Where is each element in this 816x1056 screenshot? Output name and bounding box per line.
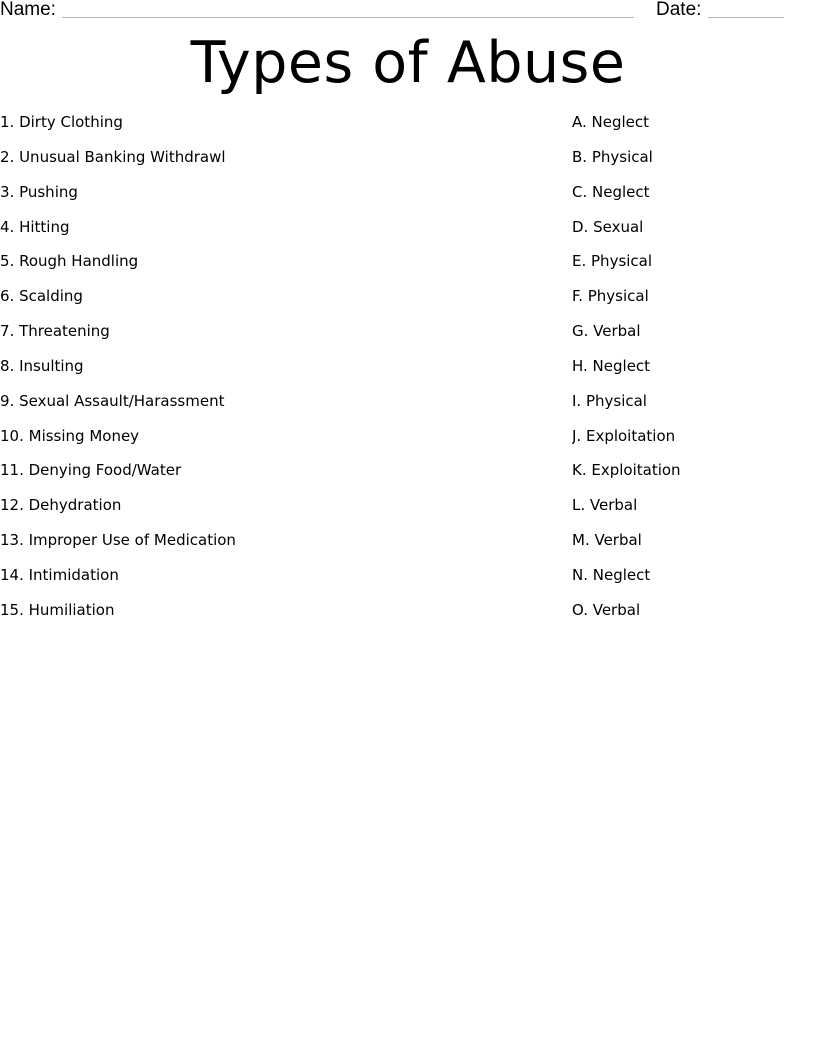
term-item: 13. Improper Use of Medication: [0, 531, 236, 550]
date-label: Date:: [656, 0, 702, 20]
term-item: 3. Pushing: [0, 182, 78, 201]
term-item: 15. Humiliation: [0, 600, 115, 619]
term-item: 1. Dirty Clothing: [0, 113, 123, 131]
term-item: 6. Scalding: [0, 287, 83, 306]
term-item: 14. Intimidation: [0, 565, 119, 584]
name-label: Name:: [0, 0, 56, 20]
answer-item: M. Verbal: [572, 531, 642, 550]
term-item: 7. Threatening: [0, 322, 110, 341]
answer-item: N. Neglect: [572, 565, 651, 584]
worksheet-title: Types of Abuse: [190, 30, 626, 96]
term-item: 4. Hitting: [0, 217, 70, 236]
term-item: 9. Sexual Assault/Harassment: [0, 391, 225, 410]
term-item: 11. Denying Food/Water: [0, 461, 182, 480]
answer-item: I. Physical: [572, 391, 647, 410]
answer-item: A. Neglect: [572, 113, 650, 131]
answer-item: L. Verbal: [572, 496, 638, 515]
term-item: 2. Unusual Banking Withdrawl: [0, 147, 226, 166]
answer-item: E. Physical: [572, 252, 653, 271]
term-item: 5. Rough Handling: [0, 252, 139, 271]
term-item: 8. Insulting: [0, 356, 84, 375]
answer-item: C. Neglect: [572, 182, 650, 201]
answer-item: G. Verbal: [572, 322, 641, 341]
answer-item: H. Neglect: [572, 356, 651, 375]
answers-list: [572, 111, 812, 634]
answer-item: K. Exploitation: [572, 461, 681, 480]
answer-item: D. Sexual: [572, 217, 644, 236]
answer-item: B. Physical: [572, 147, 653, 166]
term-item: 10. Missing Money: [0, 426, 140, 445]
terms-list: [0, 111, 540, 634]
term-item: 12. Dehydration: [0, 496, 122, 515]
answer-item: F. Physical: [572, 287, 649, 306]
answer-item: J. Exploitation: [572, 426, 676, 445]
answer-item: O. Verbal: [572, 600, 641, 619]
worksheet-header: [0, 0, 816, 24]
date-blank-line: [708, 17, 784, 18]
name-blank-line: [62, 17, 634, 18]
